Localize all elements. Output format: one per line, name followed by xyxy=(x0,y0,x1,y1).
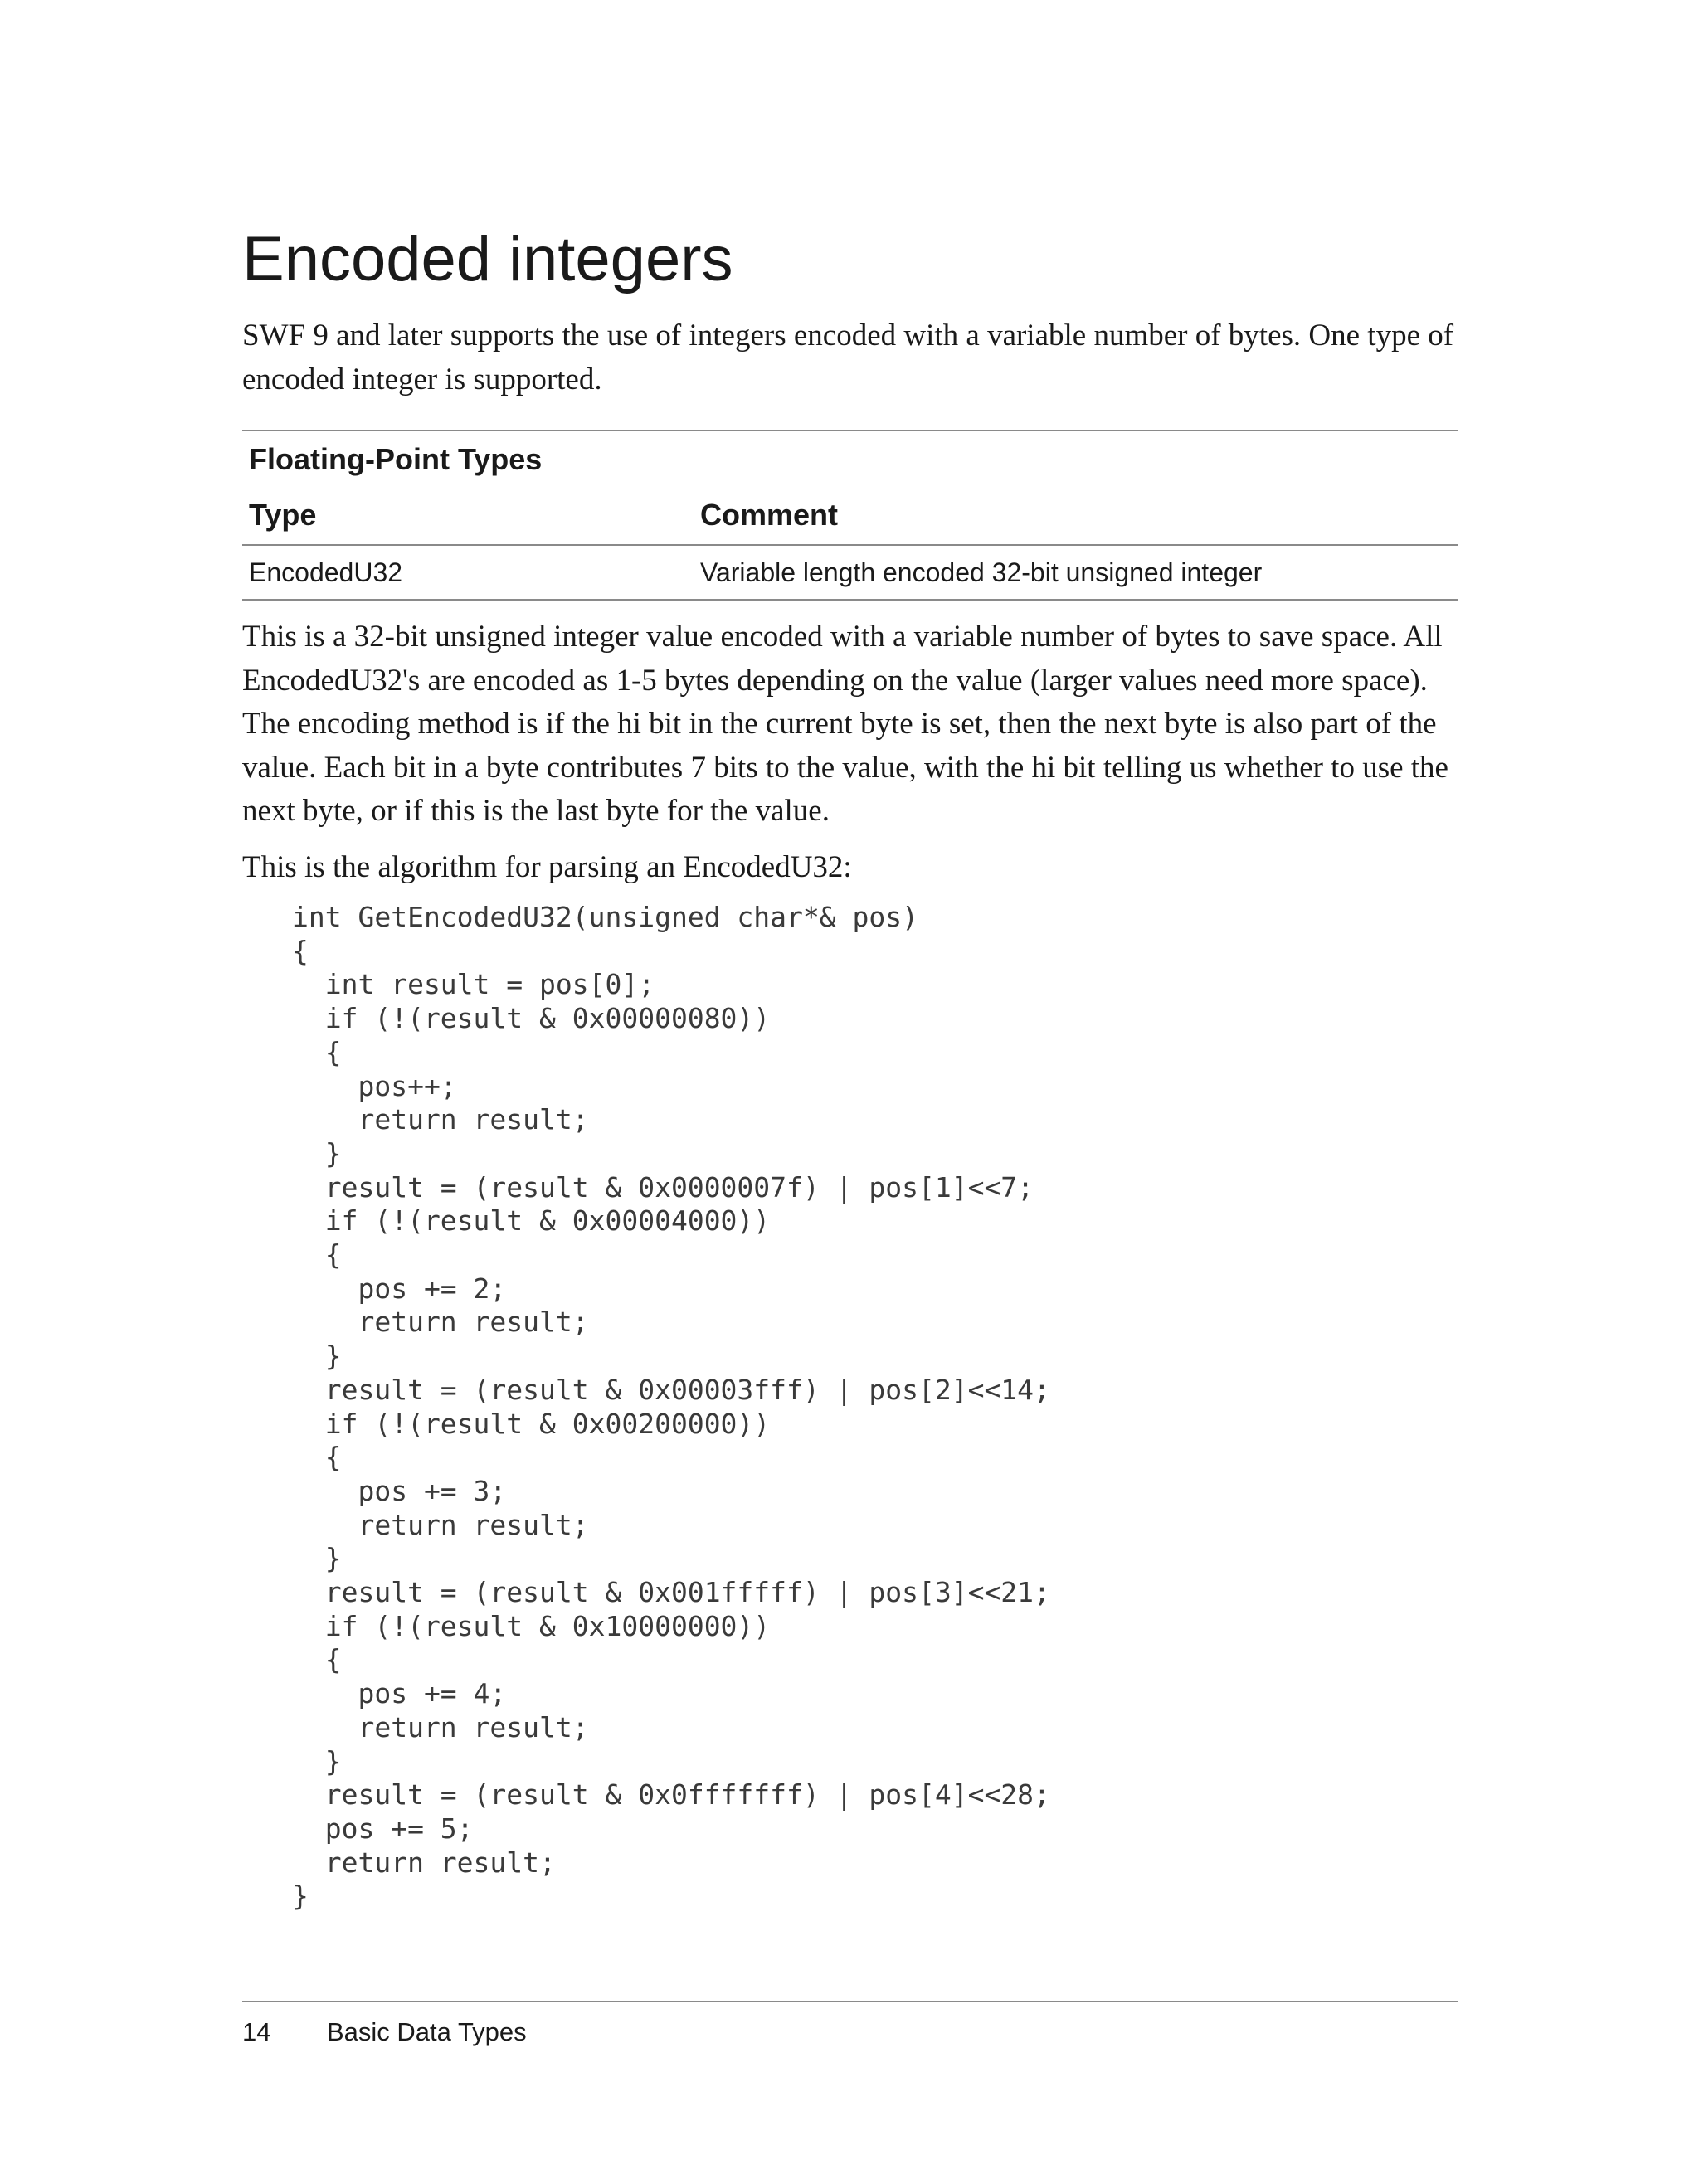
section-heading: Encoded integers xyxy=(242,224,733,294)
code-listing: int GetEncodedU32(unsigned char*& pos) { int result = pos[0]; if (!(result & 0x00000080)) { pos++; return result; } result = (result & 0x0000007f) | pos[1]<<7; if (!(result & 0x00004000)) { pos += 2; return result; } result = (result & 0x00003fff) | pos[2]<<14; if (!(result & 0x00200000)) { pos += 3; return result; } result = (result & 0x001fffff) | pos[3]<<21; if (!(result & 0x10000000)) { pos += 4; return result; } result = (result & 0x0fffffff) | pos[4]<<28; pos += 5; return result; } xyxy=(292,901,1050,1913)
cell-comment: Variable length encoded 32-bit unsigned integer xyxy=(700,557,1263,587)
footer-section-title: Basic Data Types xyxy=(327,2017,527,2046)
page-number: 14 xyxy=(242,2017,271,2046)
algorithm-intro-paragraph: This is the algorithm for parsing an EncodedU32: xyxy=(242,850,852,884)
table-row xyxy=(242,546,1458,601)
types-table xyxy=(242,430,1458,601)
table-caption: Floating-Point Types xyxy=(249,442,543,476)
intro-paragraph: SWF 9 and later supports the use of integers encoded with a variable number of bytes. One type of encoded integer is supported. xyxy=(242,319,1454,396)
description-paragraph: This is a 32-bit unsigned integer value encoded with a variable number of bytes to save space. All EncodedU32's are encoded as 1-5 bytes depending on the value (larger values need more space). The encoding method is if the hi bit in the current byte is set, then the next byte is also part of the value. Each bit in a byte contributes 7 bits to the value, with the hi bit telling us whether to use the next byte, or if this is the last byte for the value. xyxy=(242,620,1448,828)
page-footer xyxy=(242,2016,527,2049)
cell-type: EncodedU32 xyxy=(249,557,403,587)
footer-rule xyxy=(242,2001,1458,2002)
header-comment: Comment xyxy=(700,498,839,532)
document-page xyxy=(242,0,1458,2184)
table-header-row xyxy=(242,486,1458,546)
header-type: Type xyxy=(249,498,317,532)
